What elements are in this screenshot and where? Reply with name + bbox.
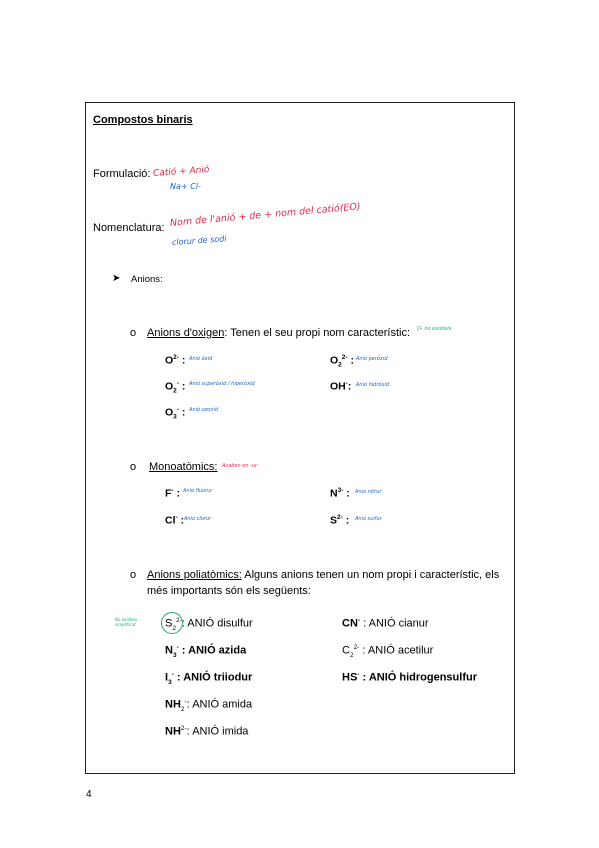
formulacio-handwriting: Catió + Anió (152, 165, 210, 179)
ion-item: Cl- : (165, 514, 185, 527)
poli-item: $N_3^-$ : ANIÓ azida (165, 644, 247, 659)
ion-handwritten-name: Anió fluorur (183, 488, 213, 494)
ion-item: $N^{3-}$ : (330, 487, 350, 500)
bullet-mono: o (130, 461, 137, 473)
ion-item: $O^{2-}$ : (165, 354, 186, 367)
nomenclatura-handwriting: Nom de l'anió + de + nom del catió(EO) (169, 201, 362, 229)
poli-note: No existeix simplificat (115, 617, 138, 627)
poli-item: $I_3^-$ : ANIÓ triiodur (165, 671, 253, 686)
page-title: Compostos binaris (93, 114, 193, 126)
formulacio-example: Na+ Cl- (170, 182, 201, 191)
ion-handwritten-name: Anió peròxid (356, 356, 388, 362)
ion-handwritten-name: Anió hidròxid (356, 382, 389, 388)
ion-handwritten-name: Anió ozonid (189, 407, 219, 413)
anions-heading: Anions: (131, 274, 163, 285)
ion-item: $O_3^-$ : (165, 406, 186, 421)
ion-handwritten-name: Anió superòxid / hiperòxid (189, 381, 255, 387)
poli-item: $NH^{2-}$: ANIÓ imida (165, 725, 249, 738)
arrow-bullet-icon: ➤ (112, 273, 121, 284)
poli-description-line2: més importants són els següents: (147, 585, 311, 597)
ion-handwritten-name: Anió clorur (184, 516, 212, 522)
nomenclatura-label: Nomenclatura: (93, 222, 165, 234)
ion-handwritten-name: Anió òxid (189, 356, 213, 362)
oxigen-note: O- no existeix (417, 326, 452, 332)
ion-item: $O_2^{2-}$ : (330, 354, 354, 369)
ion-item: OH-: (330, 380, 352, 393)
poli-item: HS- : ANIÓ hidrogensulfur (342, 671, 477, 684)
mono-heading: Monoatòmics: (149, 461, 218, 473)
poli-item: $S_2^{2-}$: ANIÓ disulfur (165, 617, 253, 632)
bullet-poli: o (130, 569, 137, 581)
poli-item: $NH_2^-$: ANIÓ amida (165, 698, 253, 713)
ion-item: $S^{2-}$ : (330, 514, 350, 527)
ion-handwritten-name: Anió nitrur (355, 489, 382, 495)
ion-item: $O_2^-$ : (165, 380, 186, 395)
formulacio-label: Formulació: (93, 168, 151, 180)
bullet-oxigen: o (130, 327, 137, 339)
nomenclatura-example: clorur de sodi (171, 234, 227, 247)
mono-note: Acaben en -ur (222, 463, 258, 469)
oxigen-heading: Anions d'oxigen: Tenen el seu propi nom característic: (147, 327, 410, 339)
poli-item: CN- : ANIÓ cianur (342, 617, 429, 630)
poli-heading: Anions poliatòmics: Alguns anions tenen un nom propi i característic, els (147, 569, 500, 581)
ion-item: F- : (165, 487, 181, 500)
poli-item: $C_2^{2-}$ : ANIÓ acetilur (342, 644, 434, 659)
ion-handwritten-name: Anió sulfur (355, 516, 382, 522)
page-number: 4 (86, 789, 92, 800)
